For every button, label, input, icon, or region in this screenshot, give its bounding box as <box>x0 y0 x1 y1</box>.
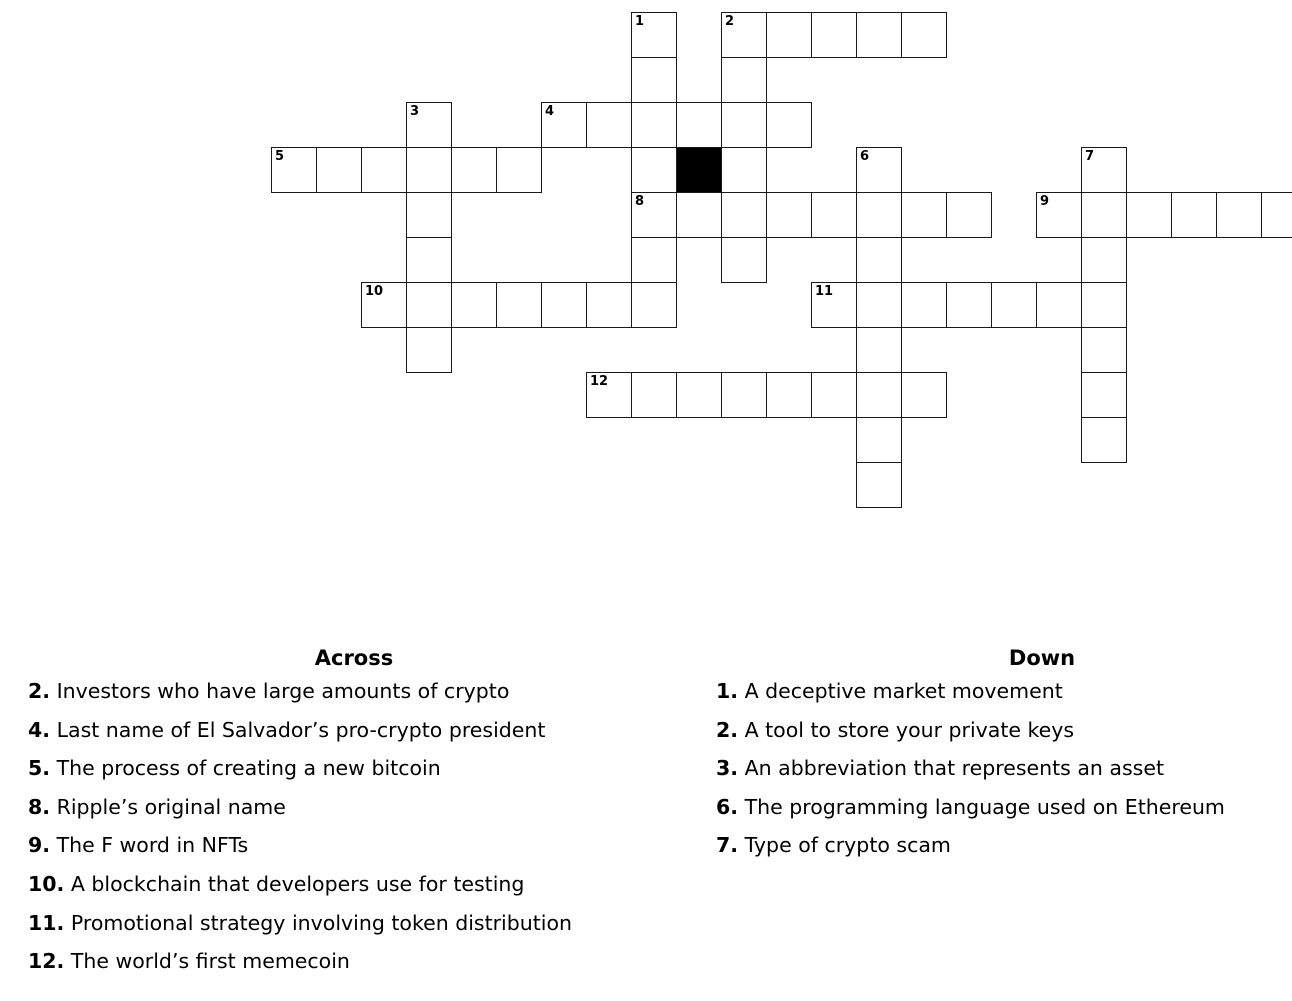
crossword-cell[interactable] <box>1216 192 1262 238</box>
crossword-cell[interactable] <box>856 147 902 193</box>
crossword-cell[interactable] <box>631 372 677 418</box>
clue-number-label: 5. <box>28 756 51 781</box>
crossword-cell[interactable] <box>811 12 857 58</box>
down-clue <box>716 795 1292 834</box>
clue-text: The process of creating a new bitcoin <box>56 756 441 781</box>
down-clues <box>716 644 1292 872</box>
clue-text: An abbreviation that represents an asset <box>744 756 1164 781</box>
across-clue <box>28 718 680 757</box>
crossword-cell[interactable] <box>631 12 677 58</box>
clue-number-label: 7. <box>716 833 739 858</box>
clue-number: 3 <box>410 104 420 119</box>
crossword-cell[interactable] <box>1171 192 1217 238</box>
crossword-cell[interactable] <box>496 147 542 193</box>
crossword-cell[interactable] <box>586 372 632 418</box>
crossword-cell[interactable] <box>676 372 722 418</box>
down-heading: Down <box>1008 646 1076 670</box>
crossword-cell[interactable] <box>856 327 902 373</box>
crossword-cell[interactable] <box>406 147 452 193</box>
clue-number: 1 <box>635 14 645 29</box>
clue-number-label: 2. <box>28 679 51 703</box>
crossword-cell[interactable] <box>361 147 407 193</box>
crossword-cell[interactable] <box>1081 327 1127 373</box>
crossword-cell[interactable] <box>856 462 902 508</box>
crossword-cell[interactable] <box>1081 237 1127 283</box>
crossword-cell[interactable] <box>631 147 677 193</box>
clue-text: A deceptive market movement <box>744 679 1063 703</box>
crossword-cell[interactable] <box>721 102 767 148</box>
clue-number-label: 6. <box>716 794 739 819</box>
black-square <box>676 147 722 193</box>
crossword-cell[interactable] <box>721 372 767 418</box>
down-clue <box>716 718 1292 757</box>
crossword-cell[interactable] <box>901 12 947 58</box>
across-clue <box>28 795 680 834</box>
crossword-cell[interactable] <box>451 147 497 193</box>
crossword-cell[interactable] <box>676 102 722 148</box>
crossword-cell[interactable] <box>586 282 632 328</box>
across-clue <box>28 756 680 795</box>
crossword-cell[interactable] <box>856 237 902 283</box>
crossword-cell[interactable] <box>406 327 452 373</box>
crossword-cell[interactable] <box>1081 417 1127 463</box>
clue-number-label: 4. <box>28 717 51 742</box>
crossword-cell[interactable] <box>946 192 992 238</box>
clue-number: 9 <box>1040 194 1050 209</box>
crossword-cell[interactable] <box>856 282 902 328</box>
clue-number-label: 2. <box>716 717 739 742</box>
crossword-cell[interactable] <box>451 282 497 328</box>
crossword-cell[interactable] <box>1081 147 1127 193</box>
crossword-cell[interactable] <box>811 192 857 238</box>
down-clue <box>716 756 1292 795</box>
crossword-cell[interactable] <box>1081 282 1127 328</box>
crossword-cell[interactable] <box>406 102 452 148</box>
clue-number-label: 9. <box>28 833 51 858</box>
crossword-cell[interactable] <box>1036 282 1082 328</box>
crossword-cell[interactable] <box>541 282 587 328</box>
clue-number-label: 8. <box>28 794 51 819</box>
crossword-cell[interactable] <box>856 12 902 58</box>
crossword-cell[interactable] <box>406 192 452 238</box>
crossword-cell[interactable] <box>406 282 452 328</box>
clue-number: 7 <box>1085 149 1095 164</box>
crossword-cell[interactable] <box>631 282 677 328</box>
crossword-cell[interactable] <box>631 192 677 238</box>
clue-number-label: 10. <box>28 871 65 896</box>
across-clues <box>28 644 680 988</box>
crossword-cell[interactable] <box>1081 192 1127 238</box>
crossword-cell[interactable] <box>1081 372 1127 418</box>
crossword-cell[interactable] <box>811 282 857 328</box>
crossword-cell[interactable] <box>406 237 452 283</box>
clue-number: 11 <box>815 284 834 299</box>
crossword-cell[interactable] <box>856 372 902 418</box>
crossword-cell[interactable] <box>721 192 767 238</box>
clue-number: 12 <box>590 374 609 389</box>
clue-number-label: 12. <box>28 949 65 974</box>
crossword-cell[interactable] <box>1126 192 1172 238</box>
crossword-cell[interactable] <box>631 237 677 283</box>
down-clue <box>716 833 1292 872</box>
clue-text: Promotional strategy involving token distribution <box>70 910 573 935</box>
crossword-cell[interactable] <box>901 192 947 238</box>
clue-number: 6 <box>860 149 870 164</box>
clue-number: 10 <box>365 284 384 299</box>
crossword-cell[interactable] <box>901 282 947 328</box>
across-clue <box>28 679 680 718</box>
crossword-cell[interactable] <box>316 147 362 193</box>
down-clue <box>716 679 1292 718</box>
clue-number: 2 <box>725 14 735 29</box>
clue-text: The programming language used on Ethereum <box>744 794 1225 819</box>
across-clue <box>28 911 680 950</box>
crossword-cell[interactable] <box>361 282 407 328</box>
crossword-cell[interactable] <box>811 372 857 418</box>
clue-number: 8 <box>635 194 645 209</box>
crossword-cell[interactable] <box>631 102 677 148</box>
clue-text: A tool to store your private keys <box>744 717 1075 742</box>
crossword-cell[interactable] <box>271 147 317 193</box>
clue-number-label: 11. <box>28 910 65 935</box>
across-clue <box>28 833 680 872</box>
crossword-cell[interactable] <box>766 12 812 58</box>
crossword-cell[interactable] <box>721 57 767 103</box>
crossword-cell[interactable] <box>856 417 902 463</box>
crossword-cell[interactable] <box>586 102 632 148</box>
clue-text: A blockchain that developers use for testing <box>70 871 525 896</box>
crossword-cell[interactable] <box>946 282 992 328</box>
crossword-cell[interactable] <box>676 192 722 238</box>
clue-text: Ripple’s original name <box>56 794 286 819</box>
crossword-cell[interactable] <box>856 192 902 238</box>
crossword-cell[interactable] <box>631 57 677 103</box>
crossword-cell[interactable] <box>901 372 947 418</box>
crossword-cell[interactable] <box>541 102 587 148</box>
crossword-cell[interactable] <box>721 237 767 283</box>
clue-number-label: 3. <box>716 756 739 781</box>
clue-text: Investors who have large amounts of crypto <box>56 679 510 703</box>
clue-text: Last name of El Salvador’s pro-crypto president <box>56 717 546 742</box>
crossword-cell[interactable] <box>1261 192 1292 238</box>
crossword-cell[interactable] <box>766 372 812 418</box>
crossword-cell[interactable] <box>721 12 767 58</box>
crossword-cell[interactable] <box>1036 192 1082 238</box>
crossword-cell[interactable] <box>496 282 542 328</box>
crossword-cell[interactable] <box>766 192 812 238</box>
clue-number-label: 1. <box>716 679 739 703</box>
clue-number: 4 <box>545 104 555 119</box>
clue-text: The F word in NFTs <box>56 833 249 858</box>
across-clue <box>28 872 680 911</box>
clue-text: Type of crypto scam <box>744 833 951 858</box>
clue-number: 5 <box>275 149 285 164</box>
crossword-cell[interactable] <box>721 147 767 193</box>
crossword-cell[interactable] <box>991 282 1037 328</box>
across-clue <box>28 949 680 988</box>
clue-text: The world’s first memecoin <box>70 949 350 974</box>
crossword-cell[interactable] <box>766 102 812 148</box>
across-heading: Across <box>314 646 394 670</box>
